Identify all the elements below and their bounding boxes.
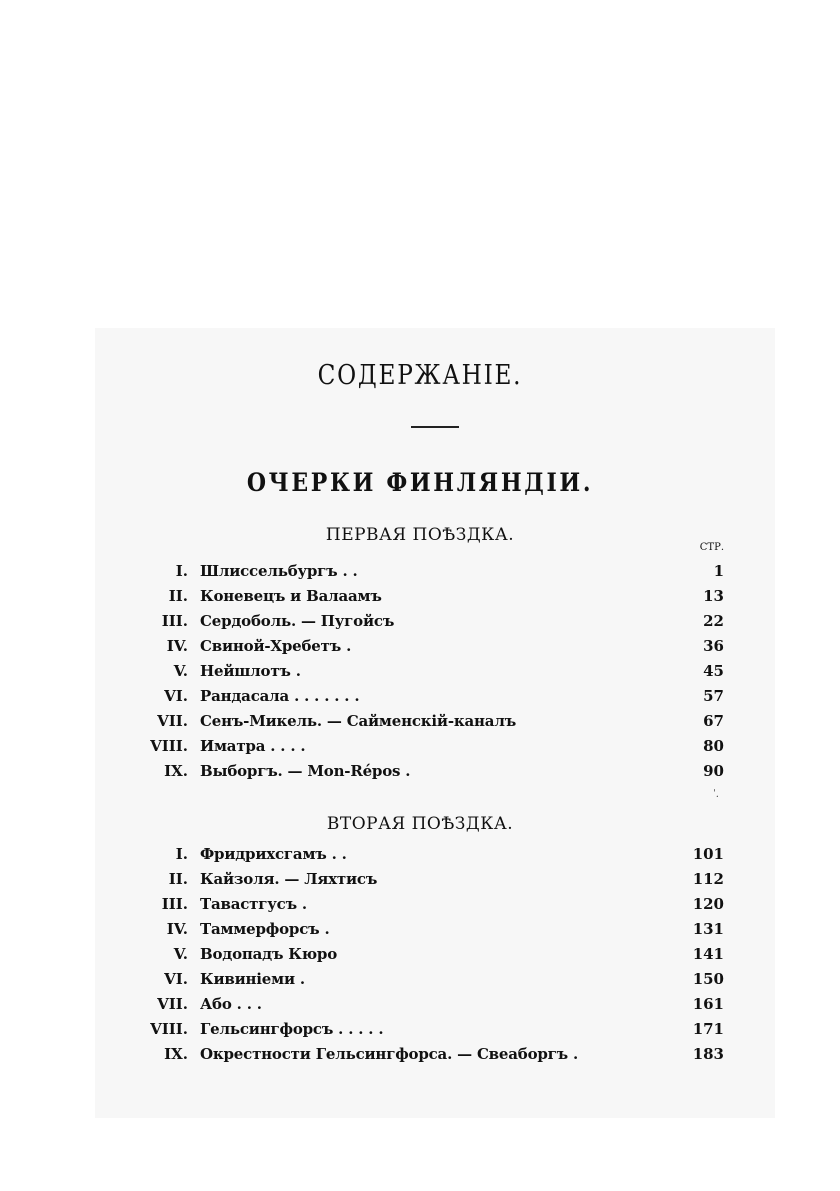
toc-entry [0, 587, 840, 612]
page-number: 101 [692, 845, 724, 863]
chapter-number: VIII. [150, 737, 188, 755]
page-number: 1 [713, 562, 724, 580]
trip-2-entries [0, 845, 840, 1070]
chapter-number: I. [175, 845, 188, 863]
chapter-number: IX. [164, 1045, 188, 1063]
toc-entry [0, 562, 840, 587]
page-number: 80 [703, 737, 724, 755]
scan-speck: ˈ. [713, 789, 719, 800]
chapter-number: VII. [157, 995, 188, 1013]
page-number: 45 [703, 662, 724, 680]
page-number: 22 [703, 612, 724, 630]
contents-title: СОДЕРЖАНIЕ. [317, 360, 523, 391]
toc-entry [0, 662, 840, 687]
chapter-number: II. [168, 587, 188, 605]
title-divider [411, 426, 459, 428]
page-number: 36 [703, 637, 724, 655]
page-number: 120 [692, 895, 724, 913]
chapter-title: Водопадъ Кюро [200, 945, 338, 963]
chapter-title: Гельсингфорсъ . . . . . [200, 1020, 384, 1038]
chapter-number: III. [161, 895, 188, 913]
chapter-title: Або . . . [200, 995, 262, 1013]
page-number: 13 [703, 587, 724, 605]
toc-entry [0, 995, 840, 1020]
chapter-title: Тавастгусъ . [200, 895, 307, 913]
book-title: ОЧЕРКИ ФИНЛЯНДIИ. [246, 468, 594, 497]
page-number: 67 [703, 712, 724, 730]
toc-entry [0, 1020, 840, 1045]
toc-entry [0, 762, 840, 787]
page-number: 183 [692, 1045, 724, 1063]
toc-entry [0, 945, 840, 970]
chapter-number: III. [161, 612, 188, 630]
toc-entry [0, 870, 840, 895]
chapter-number: VI. [164, 970, 188, 988]
chapter-number: V. [173, 945, 188, 963]
toc-entry [0, 737, 840, 762]
page-number: 171 [692, 1020, 724, 1038]
chapter-number: IX. [164, 762, 188, 780]
chapter-title: Окрестности Гельсингфорса. — Свеаборгъ . [200, 1045, 579, 1063]
toc-entry [0, 920, 840, 945]
chapter-title: Кивиніеми . [200, 970, 305, 988]
toc-entry [0, 687, 840, 712]
toc-entry [0, 895, 840, 920]
chapter-title: Свиной-Хребетъ . [200, 637, 352, 655]
chapter-title: Фридрихсгамъ . . [200, 845, 347, 863]
chapter-number: VIII. [150, 1020, 188, 1038]
toc-entry [0, 970, 840, 995]
trip-1-title: ПЕРВАЯ ПОѢЗДКА. [325, 525, 515, 545]
page-number: 150 [692, 970, 724, 988]
toc-entry [0, 1045, 840, 1070]
chapter-title: Сенъ-Микель. — Сайменскій-каналъ [200, 712, 517, 730]
trip-1-entries [0, 562, 840, 787]
toc-entry [0, 612, 840, 637]
page-column-label: СТР. [699, 542, 724, 553]
toc-entry [0, 712, 840, 737]
chapter-title: Шлиссельбургъ . . [200, 562, 358, 580]
page-number: 112 [692, 870, 724, 888]
chapter-number: VII. [157, 712, 188, 730]
chapter-number: IV. [166, 920, 188, 938]
chapter-title: Выборгъ. — Mon-Répos . [200, 762, 411, 780]
chapter-title: Нейшлотъ . [200, 662, 301, 680]
chapter-number: II. [168, 870, 188, 888]
page-number: 90 [703, 762, 724, 780]
page-number: 131 [692, 920, 724, 938]
chapter-title: Рандасала . . . . . . . [200, 687, 360, 705]
chapter-title: Кайзоля. — Ляхтисъ [200, 870, 378, 888]
page-number: 57 [703, 687, 724, 705]
chapter-title: Таммерфорсъ . [200, 920, 330, 938]
toc-entry [0, 637, 840, 662]
chapter-title: Сердоболь. — Пугойсъ [200, 612, 395, 630]
toc-entry [0, 845, 840, 870]
trip-2-title: ВТОРАЯ ПОѢЗДКА. [326, 814, 514, 834]
page-number: 161 [692, 995, 724, 1013]
chapter-number: V. [173, 662, 188, 680]
chapter-number: VI. [164, 687, 188, 705]
page-number: 141 [692, 945, 724, 963]
chapter-number: I. [175, 562, 188, 580]
chapter-title: Иматра . . . . [200, 737, 306, 755]
chapter-title: Коневецъ и Валаамъ [200, 587, 382, 605]
chapter-number: IV. [166, 637, 188, 655]
